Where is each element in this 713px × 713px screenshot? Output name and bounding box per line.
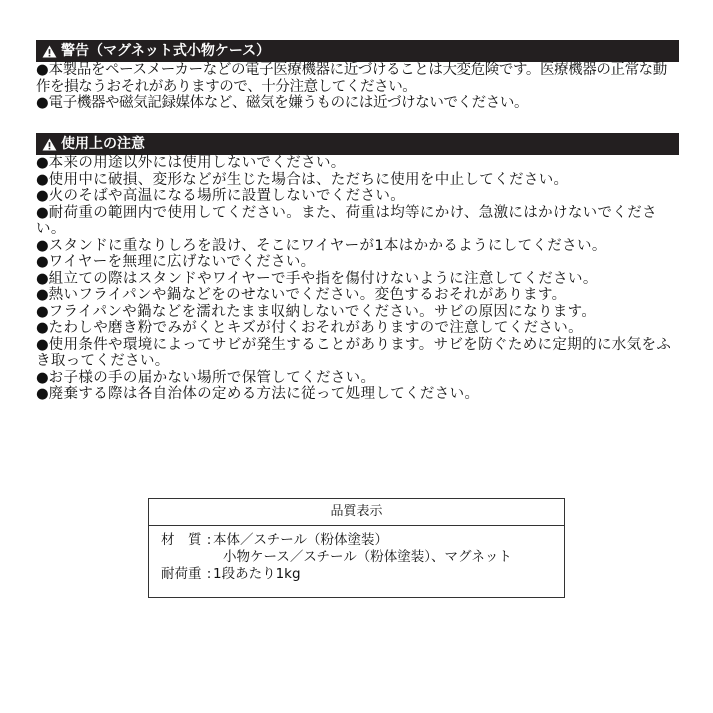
warning-title: 警告（マグネット式小物ケース） (61, 43, 271, 59)
warning-triangle-icon (42, 45, 57, 58)
list-item: ● スタンドに重なりしろを設け、そこにワイヤーが1本はかかるようにしてください。 (36, 238, 679, 255)
caution-list (36, 155, 679, 403)
warning-triangle-icon (42, 138, 57, 151)
list-item: ● ワイヤーを無理に広げないでください。 (36, 254, 679, 271)
quality-title: 品質表示 (149, 499, 564, 526)
list-item: ● 電子機器や磁気記録媒体など、磁気を嫌うものには近づけないでください。 (36, 95, 679, 112)
list-item: ● 使用中に破損、変形などが生じた場合は、ただちに使用を中止してください。 (36, 172, 679, 189)
caution-section (36, 133, 679, 403)
warning-section (36, 40, 679, 112)
caution-header (36, 133, 679, 155)
list-item: ● 廃棄する際は各自治体の定める方法に従って処理してください。 (36, 386, 679, 403)
material-value-2: 小物ケース／スチール（粉体塗装）、マグネット (223, 549, 512, 565)
list-item: ● 使用条件や環境によってサビが発生することがあります。サビを防ぐために定期的に水気をふき取ってください。 (36, 337, 679, 370)
material-label: 材 質 (161, 532, 202, 548)
list-item: ● お子様の手の届かない場所で保管してください。 (36, 370, 679, 387)
load-value: 1段あたり1kg (213, 566, 301, 582)
quality-label-box (148, 498, 565, 598)
list-item: ● 組立ての際はスタンドやワイヤーで手や指を傷付けないように注意してください。 (36, 271, 679, 288)
quality-body (149, 526, 564, 583)
load-row (161, 566, 564, 583)
list-item: ● 本来の用途以外には使用しないでください。 (36, 155, 679, 172)
load-label: 耐荷重 (161, 566, 202, 582)
list-item: ● 本製品をペースメーカーなどの電子医療機器に近づけることは大変危険です。医療機器の正常な動作を損なうおそれがありますので、十分注意してください。 (36, 62, 679, 95)
list-item: ● 熱いフライパンや鍋などをのせないでください。変色するおそれがあります。 (36, 287, 679, 304)
separator: : (206, 566, 212, 582)
material-value: 本体／スチール（粉体塗装） (213, 532, 388, 548)
list-item: ● たわしや磨き粉でみがくとキズが付くおそれがありますので注意してください。 (36, 320, 679, 337)
warning-list (36, 62, 679, 112)
list-item: ● 耐荷重の範囲内で使用してください。また、荷重は均等にかけ、急激にはかけないでください。 (36, 205, 679, 238)
warning-header (36, 40, 679, 62)
material-row (161, 532, 564, 549)
caution-title: 使用上の注意 (61, 136, 145, 152)
list-item: ● フライパンや鍋などを濡れたまま収納しないでください。サビの原因になります。 (36, 304, 679, 321)
separator: : (206, 532, 212, 548)
list-item: ● 火のそばや高温になる場所に設置しないでください。 (36, 188, 679, 205)
